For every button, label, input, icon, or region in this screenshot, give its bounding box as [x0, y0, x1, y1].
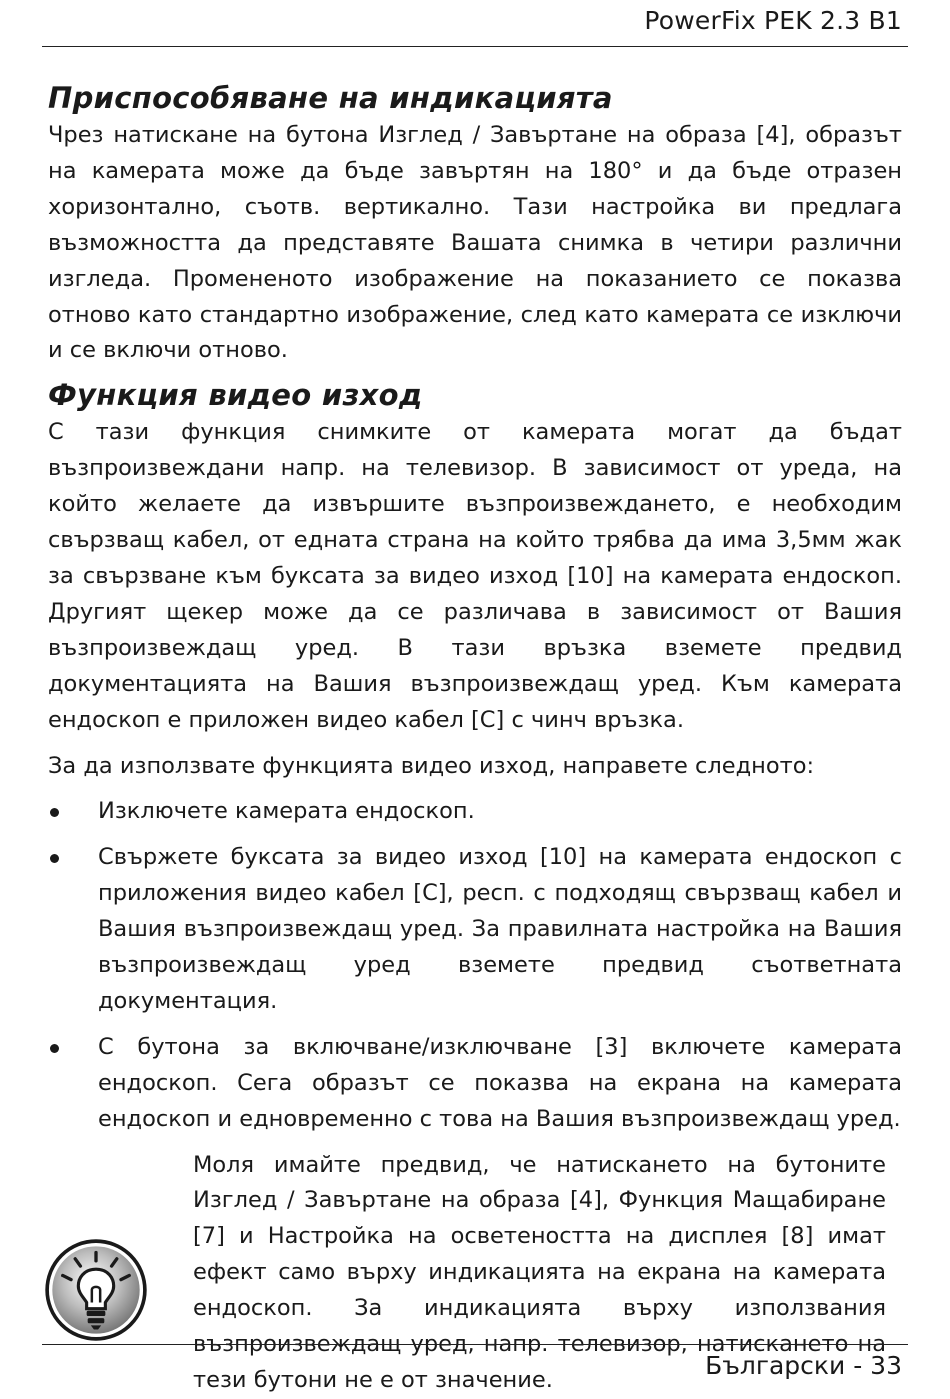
page-footer-label: Български - 33 [705, 1351, 902, 1380]
section-heading-display-adjustment: Приспособяване на индикацията [48, 81, 613, 115]
document-title: PowerFix PEK 2.3 B1 [644, 6, 902, 35]
step-text: Изключете камерата ендоскоп. [98, 798, 475, 825]
note-text: Моля имайте предвид, че натискането на бутоните Изглед / Завъртане на образа [4], Функция Мащабиране [7] и Настройка на осветеността на дисплея [8] имат ефект само върху индикацията на екрана на камерата ендоскоп. За индикацията върху използвания възпроизвеждащ уред, напр. телевизор, натискането на тези бутони не е от значение. [193, 1151, 886, 1393]
header-divider [42, 46, 908, 47]
list-item [48, 840, 902, 1020]
list-item [48, 1030, 902, 1138]
footer-divider [42, 1344, 908, 1345]
section-heading-video-out: Функция видео изход [48, 378, 423, 413]
step-text: Свържете буксата за видео изход [10] на камерата ендоскоп с приложения видео кабел [C], респ. с подходящ свързващ кабел и Вашия възпроизвеждащ уред. За правилната настройка на Вашия възпроизвеждащ уред вземете предвид съответната документация. [98, 844, 902, 1014]
steps-list [48, 794, 902, 1137]
steps-intro: За да използвате функцията видео изход, направете следното: [48, 752, 815, 779]
step-text: С бутона за включване/изключване [3] включете камерата ендоскоп. Сега образът се показва на екрана на камерата ендоскоп и едновременно с това на Вашия възпроизвеждащ уред. [98, 1033, 902, 1132]
section-body-video-out: С тази функция снимките от камерата могат да бъдат възпроизвеждани напр. на телевизор. В зависимост от уреда, на който желаете да извършите възпроизвеждането, е необходим свързващ кабел, от едната страна на който трябва да има 3,5мм жак за свързване към буксата за видео изход [10] на камерата ендоскоп. Другият щекер може да се различава в зависимост от Вашия възпроизвеждащ уред. В тази връзка вземете предвид документацията на Вашия възпроизвеждащ уред. Към камерата ендоскоп е приложен видео кабел [C] с чинч връзка. [48, 419, 902, 733]
list-item [48, 794, 902, 830]
bullet-icon [50, 854, 59, 863]
lightbulb-icon [44, 1238, 148, 1342]
bullet-icon [50, 808, 59, 817]
bullet-icon [50, 1044, 59, 1053]
section-body-display-adjustment: Чрез натискане на бутона Изглед / Завъртане на образа [4], образът на камерата може да бъде завъртян на 180° и да бъде отразен хоризонтално, съотв. вертикално. Тази настройка ви предлага възможността да представяте Вашата снимка в четири различни изгледа. Промененото изображение на показанието се показва отново като стандартно изображение, след като камерата се изключи и се включи отново. [48, 122, 902, 364]
page-content [48, 78, 902, 1399]
